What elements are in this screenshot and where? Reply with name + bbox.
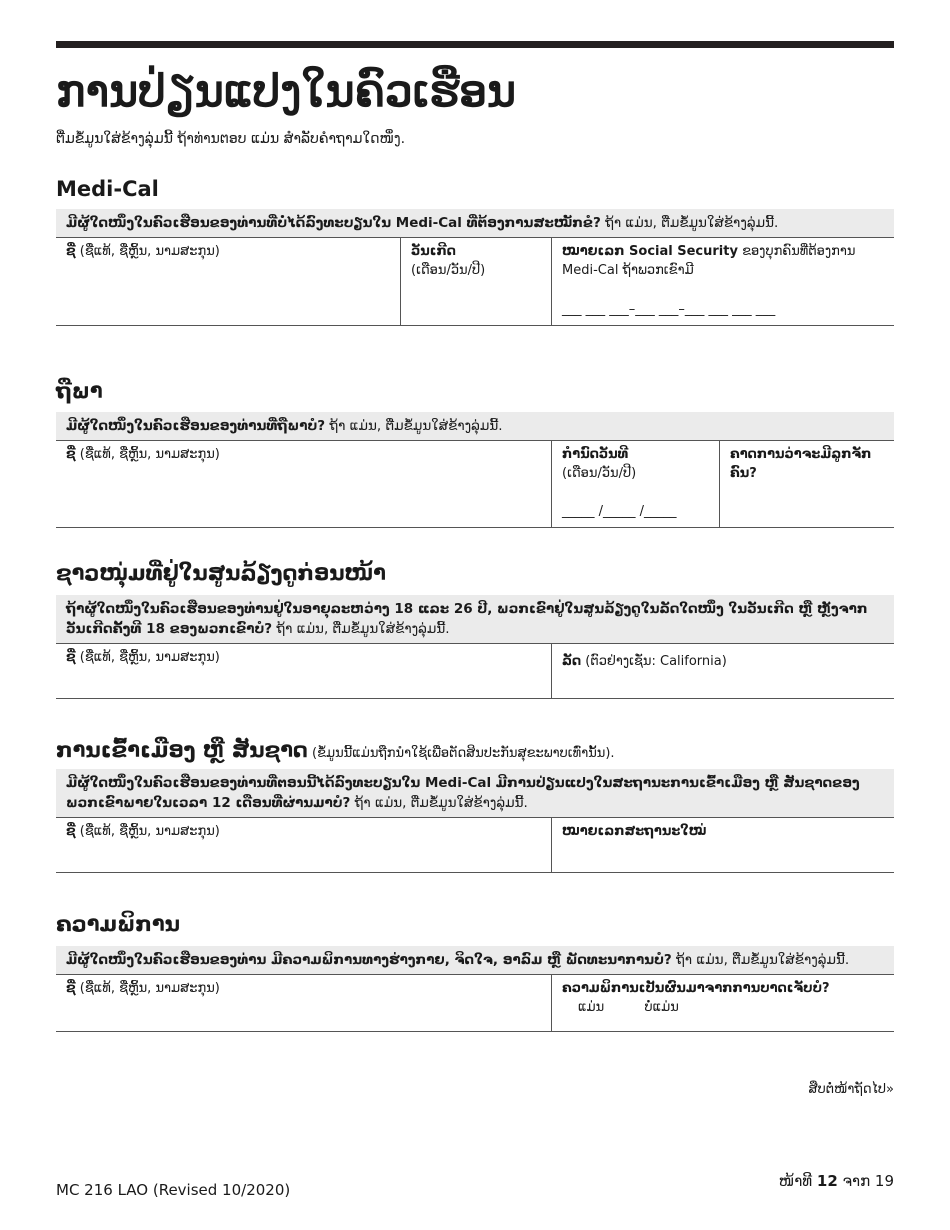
section-question: [56, 209, 894, 238]
section-title: ຖືພາ: [56, 379, 103, 403]
dob-field[interactable]: [400, 238, 551, 325]
question-text: ຖ້າຜູ້ໃດໜຶ່ງໃນຄົວເຮືອນຂອງທ່ານຢູ່ໃນອາຍຸລະຫວ່າງ 18 ແລະ 26 ປີ, ພວກເຂົາຢູ່ໃນສູນລ້ຽງດູໃນລັດໃດໜຶ່ງ ໃນວັນເກີດ ຫຼື ຫຼັງຈາກວັນເກີດຄັ້ງທີ 18 ຂອງພວກເຂົາບໍ?: [66, 601, 868, 637]
section-question: [56, 412, 894, 441]
section-title-note: (ຂໍ້ມູນນີ້ແມ່ນຖືກນຳໃຊ້ເພື່ອຕັດສິນປະກັນສຸຂະພາບເທົ່ານັ້ນ).: [307, 746, 615, 761]
page-current: 12: [816, 1172, 838, 1190]
field-label: ໝາຍເລກ Social Security: [562, 244, 738, 259]
status-number-field[interactable]: [551, 818, 894, 872]
field-label: ຊື່: [66, 244, 76, 259]
name-field[interactable]: [56, 818, 551, 872]
table-row: [56, 975, 894, 1032]
field-label: ຊື່: [66, 447, 76, 462]
section-disability: [56, 910, 894, 1032]
injury-field: [551, 975, 894, 1031]
section-title: [56, 736, 894, 764]
field-label: ຊື່: [66, 824, 76, 839]
question-text: ມີຜູ້ໃດໜຶ່ງໃນຄົວເຮືອນຂອງທ່ານ ມີຄວາມພິການທາງຮ່າງກາຍ, ຈິດໃຈ, ອາລົມ ຫຼື ພັດທະນາການບໍ?: [66, 952, 672, 968]
field-hint: (ຊື່ແທ້, ຊື່ຫຼິ້ນ, ນາມສະກຸນ): [75, 981, 220, 996]
field-label: ຊື່: [66, 981, 76, 996]
state-field[interactable]: [551, 644, 894, 698]
section-medical: [56, 175, 894, 326]
page-number: [779, 1172, 894, 1190]
name-field[interactable]: [56, 644, 551, 698]
field-hint: (ຊື່ແທ້, ຊື່ຫຼິ້ນ, ນາມສະກຸນ): [75, 650, 220, 665]
form-id: MC 216 LAO (Revised 10/2020): [56, 1181, 291, 1199]
page-intro: ຕື່ມຂໍ້ມູນໃສ່ຂ້າງລຸ່ມນີ້ ຖ້າທ່ານຕອບ ແມ່ນ ສຳລັບຄຳຖາມໃດໜຶ່ງ.: [56, 131, 406, 147]
question-tail: ຖ້າ ແມ່ນ, ຕື່ມຂໍ້ມູນໃສ່ຂ້າງລຸ່ມນີ້.: [272, 621, 450, 637]
field-label: ຊື່: [66, 650, 76, 665]
section-immigration: [56, 736, 894, 873]
name-field[interactable]: [56, 441, 551, 527]
section-pregnancy: [56, 377, 894, 528]
section-question: [56, 595, 894, 644]
question-tail: ຖ້າ ແມ່ນ, ຕື່ມຂໍ້ມູນໃສ່ຂ້າງລຸ່ມນີ້.: [671, 952, 850, 968]
section-title: ຄວາມພິການ: [56, 912, 180, 936]
name-field[interactable]: [56, 238, 400, 325]
continue-note: ສືບຕໍ່ໜ້າຖັດໄປ»: [808, 1082, 894, 1097]
no-option[interactable]: ບໍ່ແມ່ນ: [644, 1000, 679, 1015]
question-tail: ຖ້າ ແມ່ນ, ຕື່ມຂໍ້ມູນໃສ່ຂ້າງລຸ່ມນີ້.: [600, 215, 779, 231]
section-title: Medi-Cal: [56, 177, 159, 201]
page-title: ການປ່ຽນແປງໃນຄົວເຮືອນ: [56, 66, 517, 117]
section-question: [56, 946, 894, 975]
page-total: 19: [874, 1172, 894, 1190]
table-row: [56, 441, 894, 528]
question-text: ມີຜູ້ໃດໜຶ່ງໃນຄົວເຮືອນຂອງທ່ານທີ່ຖືພາບໍ?: [66, 418, 326, 434]
page-prefix: ໜ້າທີ: [778, 1172, 813, 1190]
field-label: ລັດ: [562, 654, 582, 669]
section-title: ຊາວໜຸ່ມທີ່ຢູ່ໃນສູນລ້ຽງດູກ່ອນໜ້າ: [56, 561, 386, 585]
field-hint: (ຕົວຢ່າງເຊັ່ນ: California): [581, 654, 727, 669]
field-label: ຄວາມພິການເປັນຜົນມາຈາກການບາດເຈັບບໍ?: [562, 981, 830, 996]
page-of: ຈາກ: [842, 1172, 871, 1190]
section-title-text: ການເຂົ້າເມືອງ ຫຼື ສັນຊາດ: [56, 738, 308, 762]
field-hint: ຂອງບຸກຄົນທີ່ຕ້ອງການ Medi-Cal ຖ້າພວກເຂົາມີ: [562, 244, 856, 278]
field-hint: (ເດືອນ/ວັນ/ປີ): [411, 263, 486, 278]
field-label: ກຳນົດວັນທີ: [562, 447, 629, 462]
yes-option[interactable]: ແມ່ນ: [578, 1000, 605, 1015]
top-rule: [56, 41, 894, 48]
name-field[interactable]: [56, 975, 551, 1031]
question-text: ມີຜູ້ໃດໜຶ່ງໃນຄົວເຮືອນຂອງທ່ານທີ່ຕອນນີ້ໄດ້ລົງທະບຽນໃນ Medi-Cal ມີການປ່ຽນແປງໃນສະຖານະການເຂົ້າເມືອງ ຫຼື ສັນຊາດຂອງພວກເຂົາພາຍໃນເວລາ 12 ເດືອນທີ່ຜ່ານມາບໍ?: [66, 775, 860, 811]
field-hint: (ເດືອນ/ວັນ/ປີ): [562, 466, 637, 481]
section-foster: [56, 559, 894, 699]
question-tail: ຖ້າ ແມ່ນ, ຕື່ມຂໍ້ມູນໃສ່ຂ້າງລຸ່ມນີ້.: [350, 795, 528, 811]
field-hint: (ຊື່ແທ້, ຊື່ຫຼິ້ນ, ນາມສະກຸນ): [75, 447, 220, 462]
due-date-blanks: _____ /_____ /_____: [562, 504, 677, 519]
field-hint: (ຊື່ແທ້, ຊື່ຫຼິ້ນ, ນາມສະກຸນ): [75, 244, 220, 259]
babies-field[interactable]: [719, 441, 894, 527]
ssn-field[interactable]: [551, 238, 894, 325]
ssn-blanks: ___ ___ ___–___ ___–___ ___ ___ ___: [562, 302, 776, 317]
section-question: [56, 769, 894, 818]
due-date-field[interactable]: [551, 441, 719, 527]
field-hint: (ຊື່ແທ້, ຊື່ຫຼິ້ນ, ນາມສະກຸນ): [75, 824, 220, 839]
question-text: ມີຜູ້ໃດໜຶ່ງໃນຄົວເຮືອນຂອງທ່ານທີ່ບໍ່ໄດ້ລົງທະບຽນໃນ Medi-Cal ທີ່ຕ້ອງການສະໝັກຂໍ?: [66, 215, 601, 231]
table-row: [56, 644, 894, 699]
yes-no-options: [562, 998, 884, 1017]
question-tail: ຖ້າ ແມ່ນ, ຕື່ມຂໍ້ມູນໃສ່ຂ້າງລຸ່ມນີ້.: [325, 418, 503, 434]
table-row: [56, 818, 894, 873]
field-label: ວັນເກີດ: [411, 244, 456, 259]
field-label: ໝາຍເລກສະຖານະໃໝ່: [562, 824, 707, 839]
table-row: [56, 238, 894, 326]
field-label: ຄາດການວ່າຈະມີລູກຈັກຄົນ?: [730, 447, 872, 481]
